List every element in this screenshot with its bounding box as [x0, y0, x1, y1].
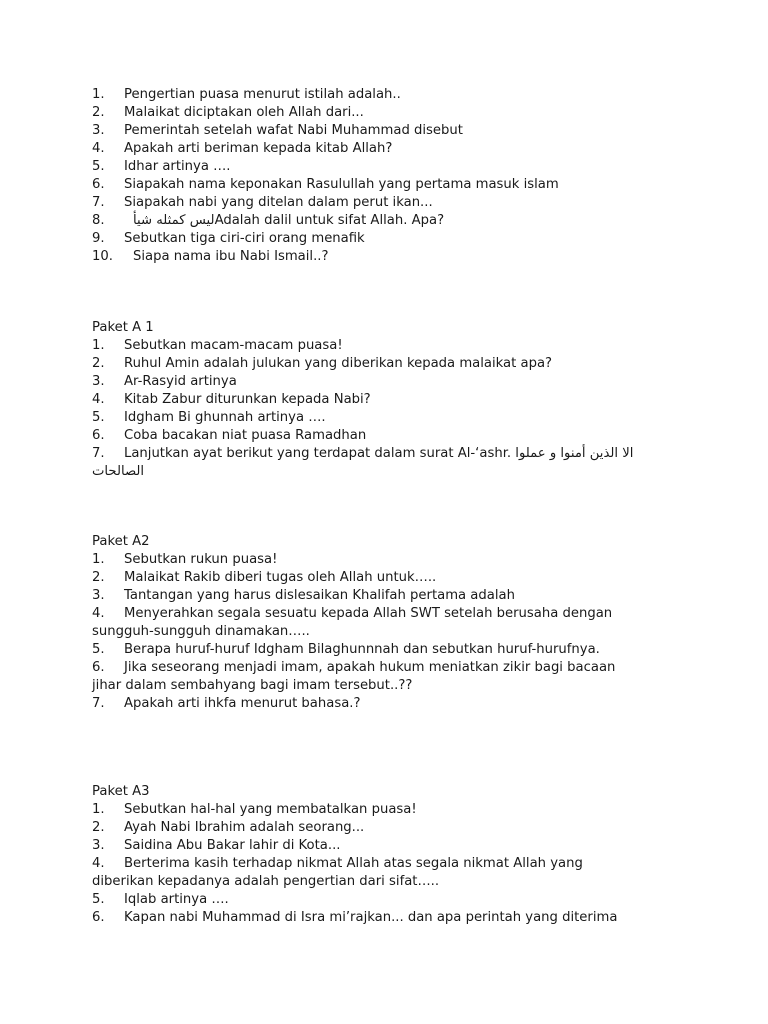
arabic-text: الصالحات	[92, 464, 145, 479]
arabic-text: ليس كمثله شيأ	[133, 213, 215, 228]
arabic-text: الا الذين أمنوا و عملوا	[515, 446, 634, 461]
document-page: 1. Pengertian puasa menurut istilah adalah.. 2. Malaikat diciptakan oleh Allah dari... 3. Pemerintah setelah wafat Nabi Muhammad disebut 4. Apakah arti beriman kepada kitab Allah? 5. Idhar artinya …. 6. Siapakah nama keponakan Rasulullah yang pertama masuk islam 7. Siapakah nabi yang ditelan dalam perut ikan... 8. ليس كمثله شيأAdalah dalil untuk sifat Allah. Apa? 9. Sebutkan tiga ciri-ciri orang menafik 10. Siapa nama ibu Nabi Ismail..? Paket A 1 1. Sebutkan macam-macam puasa! 2. Ruhul Amin adalah julukan yang diberikan kepada malaikat apa? 3. Ar-Rasyid artinya 4. Kitab Zabur diturunkan kepada Nabi? 5. Idgham Bi ghunnah artinya …. 6. Coba bacakan niat puasa Ramadhan 7. Lanjutkan ayat berikut yang terdapat dalam surat Al-‘ashr. الا الذين أمنوا و عملوا الصالحات Paket A2 1. Sebutkan rukun puasa! 2. Malaikat Rakib diberi tugas oleh Allah untuk….. 3. Tantangan yang harus dislesaikan Khalifah pertama adalah 4. Menyerahkan segala sesuatu kepada Allah SWT setelah berusaha dengan sungguh-sungguh dinamakan….. 5. Berapa huruf-huruf Idgham Bilaghunnnah dan sebutkan huruf-hurufnya. 6. Jika seseorang menjadi imam, apakah hukum meniatkan zikir bagi bacaan jihar dalam sembahyang bagi imam tersebut..?? 7. Apakah arti ihkfa menurut bahasa.? Paket A3 1. Sebutkan hal-hal yang membatalkan puasa! 2. Ayah Nabi Ibrahim adalah seorang... 3. Saidina Abu Bakar lahir di Kota... 4. Berterima kasih terhadap nikmat Allah atas segala nikmat Allah yang diberikan kepadanya adalah pengertian dari sifat….. 5. Iqlab artinya …. 6. Kapan nabi Muhammad di Isra mi’rajkan... dan apa perintah yang diterima	[92, 87, 634, 925]
